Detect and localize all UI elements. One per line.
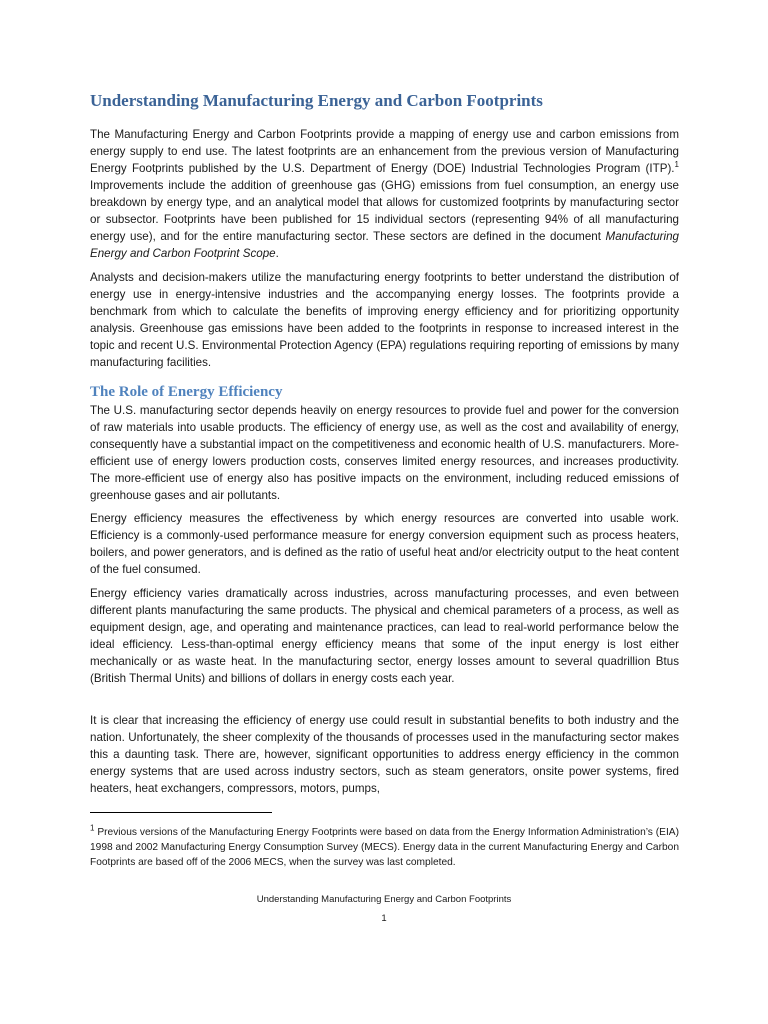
intro-text-a: The Manufacturing Energy and Carbon Footprints provide a mapping of energy use and carbon emissions from energy supply to end use. The latest footprints are an enhancement from the previous version of Manufacturing Energy Footprints published by the U.S. Department of Energy (DOE) Industrial Technologies Program (ITP). — [90, 128, 679, 175]
section-paragraph-1: The U.S. manufacturing sector depends heavily on energy resources to provide fuel and power for the conversion of raw materials into usable products. The efficiency of energy use, as well as the cost and availability of energy, consequently have a substantial impact on the competitiveness and economic health of U.S. manufacturers. More-efficient use of energy lowers production costs, conserves limited energy resources, and increases productivity. The more-efficient use of energy also has positive impacts on the environment, including reduced emissions of greenhouse gases and air pollutants. — [90, 404, 679, 502]
footnote-text: Previous versions of the Manufacturing Energy Footprints were based on data from the Energy Information Administration’s (EIA) 1998 and 2002 Manufacturing Energy Consumption Survey (MECS). Energy data in the current Manufacturing Energy and Carbon Footprints are based off of the 2006 MECS, when the survey was last completed. — [90, 827, 679, 868]
document-title: Understanding Manufacturing Energy and Carbon Footprints — [90, 91, 543, 110]
page-number: 1 — [381, 913, 387, 924]
intro-text-b: Improvements include the addition of greenhouse gas (GHG) emissions from fuel consumption, an energy use breakdown by energy type, and an analytical model that allows for customized footprints by manufacturing sector or subsector. Footprints have been published for 15 individual sectors (representing 94% of all manufacturing energy use), and for the entire manufacturing sector. These sectors are defined in the document — [90, 179, 679, 243]
footnote-separator — [90, 812, 272, 813]
footnote-reference[interactable]: 1 — [674, 160, 679, 170]
intro-paragraph-2: Analysts and decision-makers utilize the manufacturing energy footprints to better understand the distribution of energy use in energy-intensive industries and the accompanying energy losses. The footprints provide a benchmark from which to calculate the benefits of improving energy efficiency and for prioritizing opportunity analysis. Greenhouse gas emissions have been added to the footprints in response to increased interest in the topic and recent U.S. Environmental Protection Agency (EPA) regulations requiring reporting of emissions by many manufacturing facilities. — [90, 271, 679, 369]
footer-title: Understanding Manufacturing Energy and Carbon Footprints — [256, 894, 512, 905]
section-heading: The Role of Energy Efficiency — [90, 384, 283, 400]
footnote — [90, 825, 679, 870]
intro-paragraph-1 — [90, 126, 679, 262]
section-paragraph-2: Energy efficiency measures the effectiveness by which energy resources are converted into usable work. Efficiency is a commonly-used performance measure for energy conversion equipment such as process heaters, boilers, and power generators, and is defined as the ratio of useful heat and/or electricity output to the heat content of the fuel consumed. — [90, 512, 679, 576]
section-paragraph-3: Energy efficiency varies dramatically across industries, across manufacturing processes, and even between different plants manufacturing the same products. The physical and chemical parameters of a process, as well as equipment design, age, and operating and maintenance practices, can lead to real-world performance below the ideal efficiency. Less-than-optimal energy efficiency means that some of the input energy is lost either mechanically or as waste heat. In the manufacturing sector, energy losses amount to several quadrillion Btus (British Thermal Units) and billions of dollars in energy costs each year. — [90, 587, 679, 685]
intro-text-end: . — [275, 247, 279, 260]
footnote-marker: 1 — [90, 823, 95, 833]
section-paragraph-4: It is clear that increasing the efficiency of energy use could result in substantial benefits to both industry and the nation. Unfortunately, the sheer complexity of the thousands of processes used in the manufacturing sector makes this a daunting task. There are, however, significant opportunities to address energy efficiency in the common energy systems that are used across industry sectors, such as steam generators, onsite power systems, fired heaters, heat exchangers, compressors, motors, pumps, — [90, 714, 679, 795]
scope-document-name: Manufacturing Energy and Carbon Footprint Scope — [90, 230, 679, 260]
